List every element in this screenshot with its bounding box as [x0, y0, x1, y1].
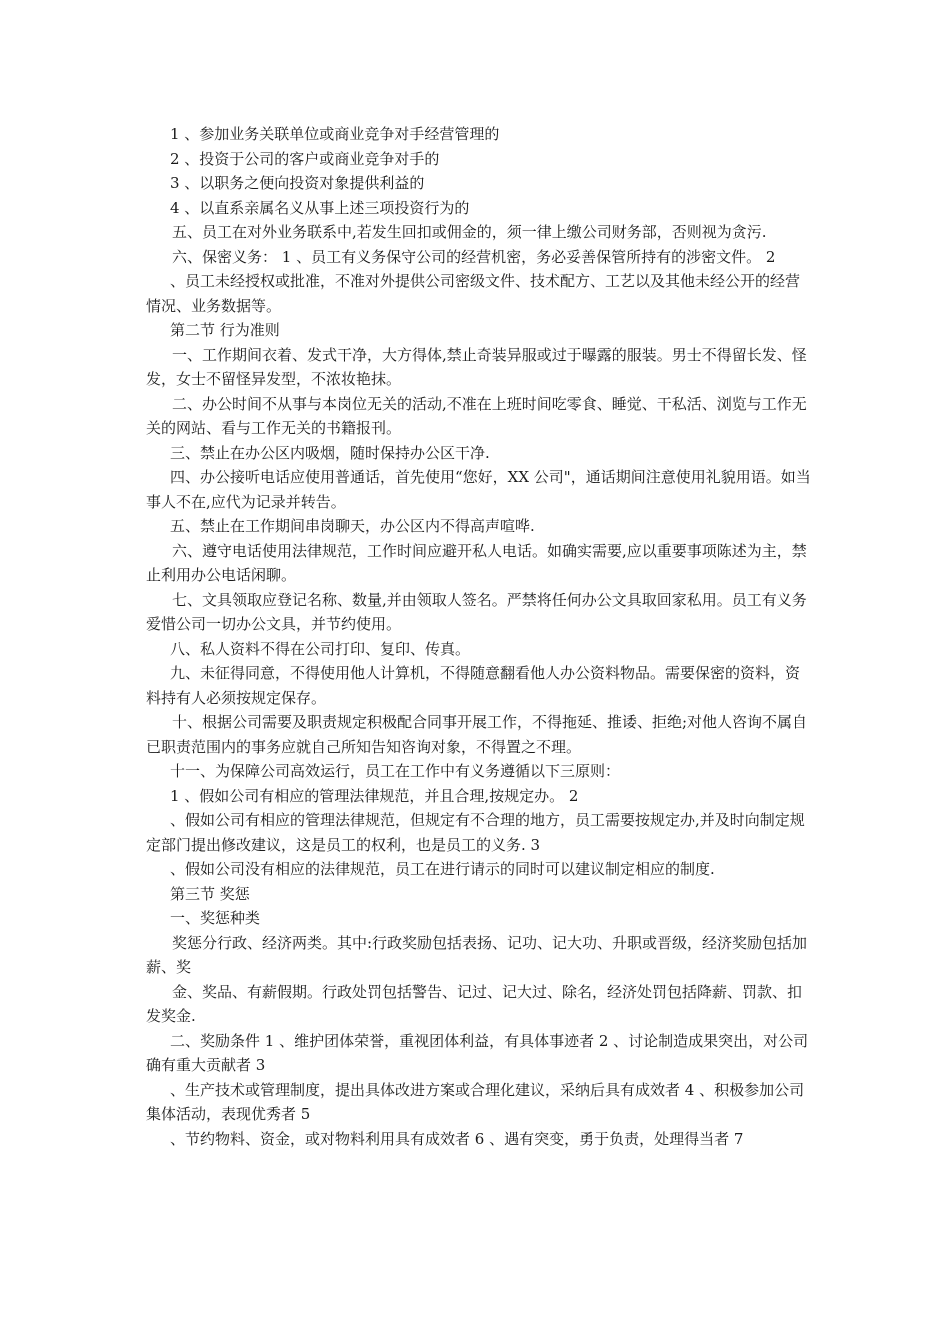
paragraph-24: 一、奖惩种类: [170, 909, 261, 927]
paragraph-15: 七、文具领取应登记名称、数量,并由领取人签名。严禁将任何办公文具取回家私用。员工有义务爱惜公司一切办公文具，并节约使用。: [146, 590, 807, 633]
paragraph-2: 2 、投资于公司的客户或商业竞争对手的: [170, 149, 440, 168]
document-body: [146, 122, 814, 1151]
paragraph-7: 、员工未经授权或批准，不准对外提供公司密级文件、技术配方、工艺以及其他未经公开的经营情况、业务数据等。: [146, 272, 801, 315]
paragraph-21: 、假如公司有相应的管理法律规范，但规定有不合理的地方，员工需要按规定办,并及时向制定规定部门提出修改建议，这是员工的权利，也是员工的义务. 3: [146, 811, 805, 854]
paragraph-4: 4 、以直系亲属名义从事上述三项投资行为的: [170, 198, 470, 217]
paragraph-5: 五、员工在对外业务联系中,若发生回扣或佣金的，须一律上缴公司财务部，否则视为贪污.: [172, 223, 767, 241]
paragraph-11: 三、禁止在办公区内吸烟，随时保持办公区干净.: [170, 443, 490, 462]
paragraph-26: 金、奖品、有薪假期。行政处罚包括警告、记过、记大过、除名，经济处罚包括降薪、罚款、扣发奖金.: [146, 982, 803, 1025]
paragraph-20: 1 、假如公司有相应的管理法律规范，并且合理,按规定办。 2: [170, 786, 579, 805]
paragraph-14: 六、遵守电话使用法律规范，工作时间应避开私人电话。如确实需要,应以重要事项陈述为主，禁止利用办公电话闲聊。: [146, 541, 807, 584]
paragraph-29: 、节约物料、资金，或对物料利用具有成效者 6 、遇有突变，勇于负责，处理得当者 7: [170, 1129, 744, 1148]
paragraph-19: 十一、为保障公司高效运行，员工在工作中有义务遵循以下三原则：: [170, 762, 621, 780]
paragraph-13: 五、禁止在工作期间串岗聊天，办公区内不得高声喧哗.: [170, 517, 535, 535]
paragraph-10: 二、办公时间不从事与本岗位无关的活动,不准在上班时间吃零食、睡觉、干私活、浏览与工作无关的网站、看与工作无关的书籍报刊。: [146, 394, 807, 437]
paragraph-16: 八、私人资料不得在公司打印、复印、传真。: [170, 639, 471, 658]
paragraph-25: 奖惩分行政、经济两类。其中:行政奖励包括表扬、记功、记大功、升职或晋级，经济奖励包括加薪、奖: [146, 933, 808, 976]
paragraph-27: 二、奖励条件 1 、维护团体荣誉，重视团体利益，有具体事迹者 2 、讨论制造成果突出，对公司确有重大贡献者 3: [146, 1031, 809, 1074]
paragraph-9: 一、工作期间衣着、发式干净，大方得体,禁止奇装异服或过于曝露的服装。男士不得留长发、怪发，女士不留怪异发型，不浓妆艳抹。: [146, 345, 807, 388]
paragraph-6: 六、保密义务： 1 、员工有义务保守公司的经营机密，务必妥善保管所持有的涉密文件。 2: [172, 247, 776, 266]
paragraph-22: 、假如公司没有相应的法律规范，员工在进行请示的同时可以建议制定相应的制度.: [170, 860, 715, 878]
paragraph-3: 3 、以职务之便向投资对象提供利益的: [170, 174, 425, 192]
section-heading-2: 第二节 行为准则: [170, 321, 280, 339]
paragraph-1: 1 、参加业务关联单位或商业竞争对手经营管理的: [170, 125, 500, 143]
paragraph-18: 十、根据公司需要及职责规定积极配合同事开展工作，不得拖延、推诿、拒绝;对他人咨询不属自已职责范围内的事务应就自己所知告知咨询对象，不得置之不理。: [146, 713, 808, 756]
paragraph-17: 九、未征得同意，不得使用他人计算机，不得随意翻看他人办公资料物品。需要保密的资料，资料持有人必须按规定保存。: [146, 664, 801, 707]
paragraph-12: 四、办公接听电话应使用普通话，首先使用“您好，XX 公司"，通话期间注意使用礼貌用语。如当事人不在,应代为记录并转告。: [146, 468, 811, 511]
paragraph-28: 、生产技术或管理制度，提出具体改进方案或合理化建议，采纳后具有成效者 4 、积极参加公司集体活动，表现优秀者 5: [146, 1080, 805, 1123]
section-heading-3: 第三节 奖惩: [170, 884, 250, 903]
